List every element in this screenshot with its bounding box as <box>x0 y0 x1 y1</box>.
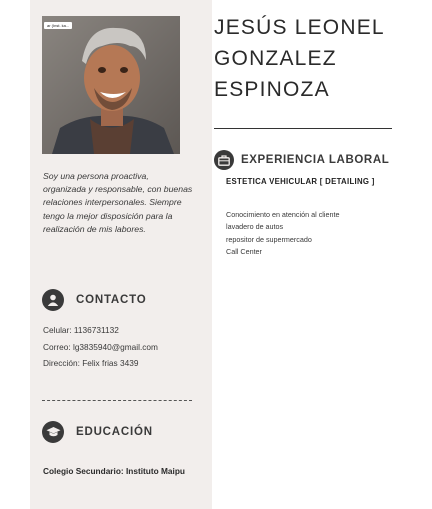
person-name <box>214 12 385 105</box>
briefcase-icon <box>214 150 234 170</box>
experience-item: repositor de supermercado <box>226 234 312 244</box>
experience-list <box>226 209 339 258</box>
education-header <box>42 421 153 443</box>
section-divider <box>42 400 192 401</box>
photo-tag: ar (Inst. ka... <box>44 22 72 29</box>
contact-list <box>43 322 158 372</box>
profile-photo <box>42 16 180 154</box>
contact-phone: Celular: 1136731132 <box>43 325 119 335</box>
education-title: EDUCACIÓN <box>76 426 153 438</box>
profile-photo-image <box>42 16 180 154</box>
experience-subtitle: ESTETICA VEHICULAR [ DETAILING ] <box>226 177 375 186</box>
experience-item: Conocimiento en atención al cliente <box>226 210 340 219</box>
education-school: Colegio Secundario: Instituto Maipu <box>43 466 185 476</box>
name-line-3: ESPINOZA <box>214 78 330 101</box>
contact-address: Dirección: Felix frias 3439 <box>43 358 139 368</box>
name-line-1: JESÚS LEONEL <box>214 16 385 39</box>
contact-title: CONTACTO <box>76 294 147 306</box>
experience-header <box>214 150 389 170</box>
name-line-2: GONZALEZ <box>214 47 337 70</box>
graduation-cap-icon <box>42 421 64 443</box>
contact-header <box>42 289 147 311</box>
experience-title: EXPERIENCIA LABORAL <box>241 154 390 166</box>
name-underline <box>214 128 392 129</box>
about-text: Soy una persona proactiva, organizada y responsable, con buenas relaciones interpersonales. Siempre tengo la mejor disposición para la realización de mis labores. <box>43 171 193 234</box>
user-icon <box>42 289 64 311</box>
contact-email: Correo: lg3835940@gmail.com <box>43 341 158 352</box>
experience-item: Call Center <box>226 246 262 256</box>
experience-item: lavadero de autos <box>226 222 284 232</box>
